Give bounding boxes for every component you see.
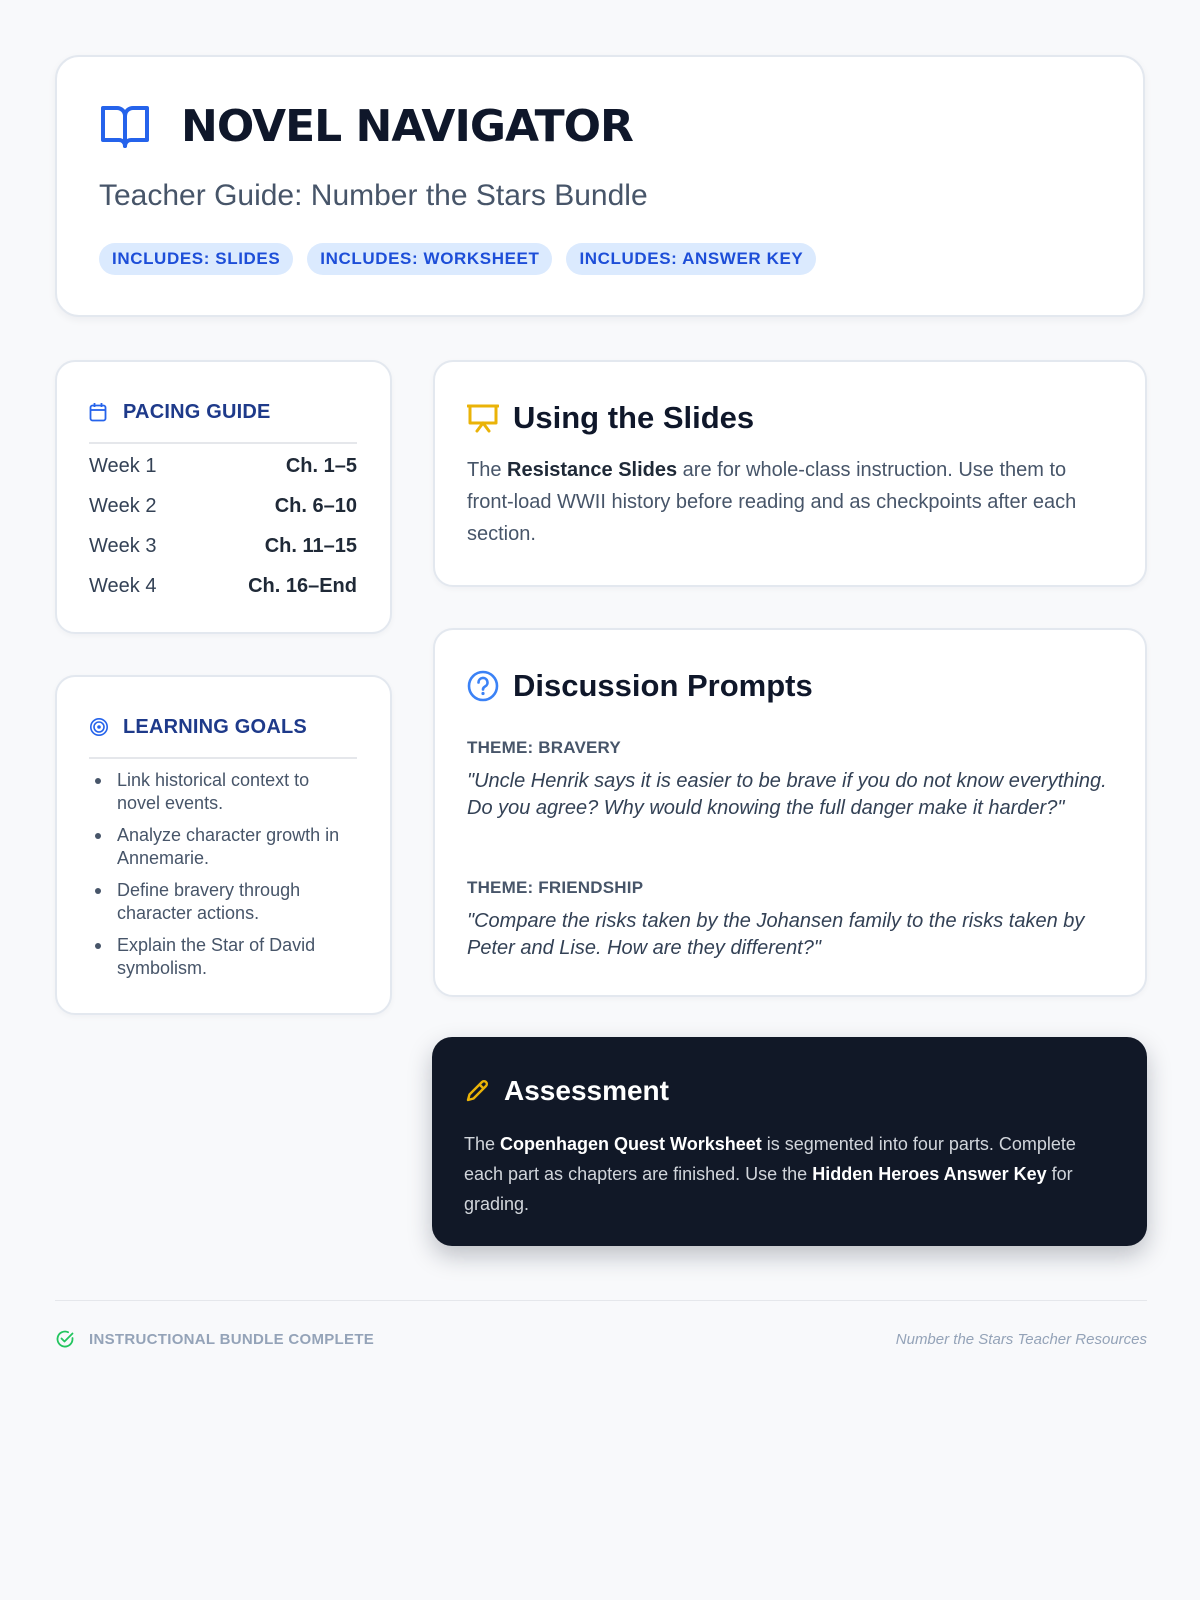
prompt-quote-bravery: "Uncle Henrik says it is easier to be brave if you do not know everything. Do you agree? Why would knowing the full danger make it harder?" [467, 770, 1107, 819]
pacing-week: Week 3 [89, 535, 157, 557]
footer-status-text: INSTRUCTIONAL BUNDLE COMPLETE [89, 1330, 375, 1348]
assessment-text-2: is segmented into four parts. Complete each part as chapters are finished. Use the [464, 1134, 1076, 1184]
pacing-chapters: Ch. 6–10 [274, 495, 357, 517]
pacing-card [55, 360, 392, 634]
goals-title: LEARNING GOALS [123, 715, 307, 738]
goals-header [89, 709, 357, 759]
pacing-row [89, 574, 357, 614]
pacing-title: PACING GUIDE [123, 400, 271, 423]
pacing-row [89, 534, 357, 574]
goal-item: Analyze character growth in Annemarie. [93, 824, 357, 870]
pacing-week: Week 4 [89, 575, 157, 597]
assessment-header [464, 1075, 669, 1107]
discussion-title: Discussion Prompts [513, 668, 813, 703]
goal-item: Link historical context to novel events. [93, 769, 357, 815]
theme-label-bravery: THEME: BRAVERY [467, 738, 621, 757]
pacing-chapters: Ch. 1–5 [285, 455, 357, 477]
goals-list [93, 769, 357, 989]
check-circle-icon [55, 1329, 75, 1349]
goal-item: Explain the Star of David symbolism. [93, 934, 357, 980]
calendar-icon [89, 402, 109, 422]
presentation-icon [467, 402, 499, 434]
slides-text-pre: The [467, 459, 508, 481]
slides-text-post: are for whole-class instruction. Use them to front-load WWII history before reading and as checkpoints after each section. [467, 459, 1077, 545]
assessment-text-1: The [464, 1134, 501, 1154]
app-title: NOVEL NAVIGATOR [181, 101, 633, 152]
target-icon [89, 717, 109, 737]
brand-row [99, 103, 633, 151]
slides-header [467, 400, 754, 436]
prompt-quote-friendship: "Compare the risks taken by the Johansen family to the risks taken by Peter and Lise. How are they different?" [467, 910, 1085, 959]
slides-card [433, 360, 1147, 587]
assessment-card [432, 1037, 1147, 1246]
discussion-card [433, 628, 1147, 997]
pacing-chapters: Ch. 11–15 [264, 535, 357, 557]
header-card [55, 55, 1145, 317]
pencil-icon [464, 1075, 490, 1107]
pacing-week: Week 1 [89, 455, 157, 477]
subtitle-text: Teacher Guide: Number the Stars Bundle [99, 179, 648, 212]
pacing-chapters: Ch. 16–End [248, 575, 357, 597]
goal-item: Define bravery through character actions. [93, 879, 357, 925]
assessment-bold-2: Hidden Heroes Answer Key [812, 1164, 1047, 1184]
theme-label-friendship: THEME: FRIENDSHIP [467, 878, 644, 897]
discussion-header [467, 668, 813, 704]
slides-description [467, 454, 1107, 550]
pacing-week: Week 2 [89, 495, 157, 517]
subtitle [99, 179, 648, 213]
assessment-description [464, 1129, 1104, 1219]
footer-status [55, 1329, 374, 1349]
question-circle-icon [467, 670, 499, 702]
tag-row [99, 243, 816, 275]
pacing-row [89, 494, 357, 534]
assessment-bold-1: Copenhagen Quest Worksheet [500, 1134, 762, 1154]
assessment-text-3: for grading. [464, 1164, 1073, 1214]
goals-card [55, 675, 392, 1015]
pacing-header [89, 394, 357, 444]
slides-text-bold: Resistance Slides [507, 459, 678, 481]
footer-credit: Number the Stars Teacher Resources [895, 1331, 1147, 1348]
tag-slides: INCLUDES: SLIDES [99, 243, 293, 275]
footer-divider [55, 1300, 1147, 1301]
pacing-list [89, 454, 357, 614]
tag-answer-key: INCLUDES: ANSWER KEY [566, 243, 816, 275]
assessment-title: Assessment [504, 1075, 669, 1106]
tag-worksheet: INCLUDES: WORKSHEET [307, 243, 552, 275]
slides-title: Using the Slides [513, 400, 755, 435]
open-book-icon [99, 103, 153, 151]
pacing-row [89, 454, 357, 494]
